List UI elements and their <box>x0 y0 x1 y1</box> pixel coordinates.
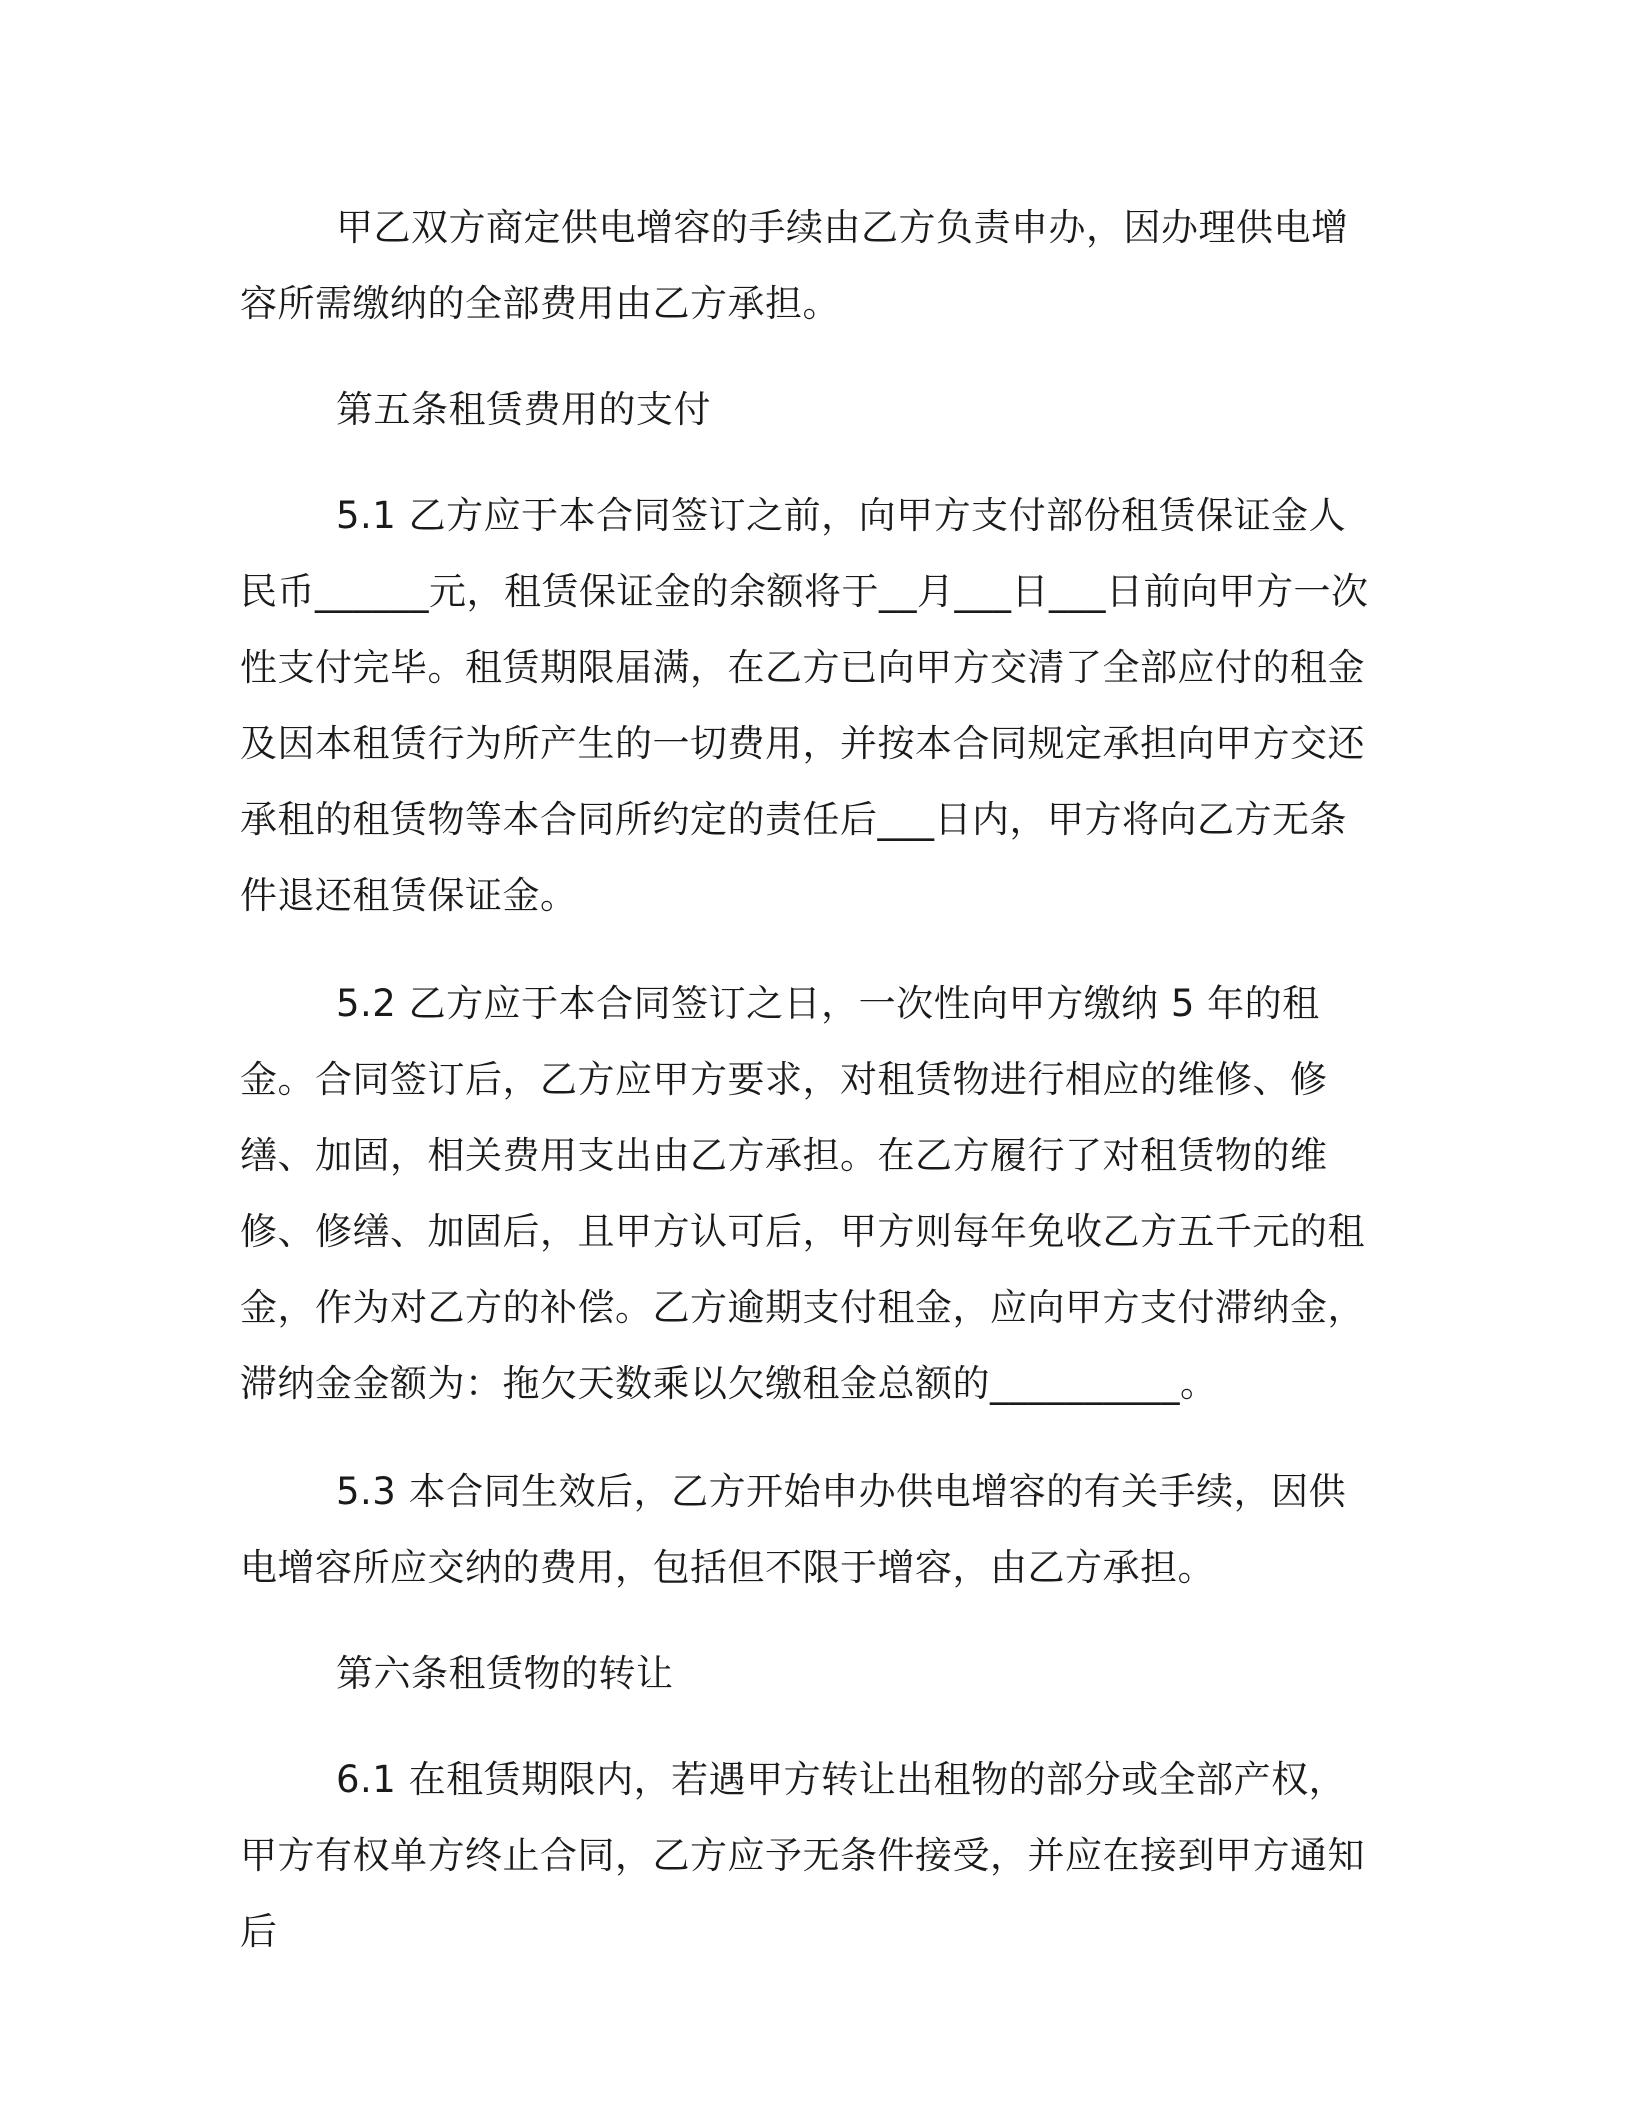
spacer <box>240 1606 1380 1636</box>
spacer <box>240 448 1380 478</box>
clause-5-3: 5.3 本合同生效后，乙方开始申办供电增容的有关手续，因供电增容所应交纳的费用，包括但不限于增容，由乙方承担。 <box>240 1470 1347 1589</box>
spacer <box>240 342 1380 372</box>
clause-6-1: 6.1 在租赁期限内，若遇甲方转让出租物的部分或全部产权，甲方有权单方终止合同，乙方应予无条件接受，并应在接到甲方通知后 <box>240 1758 1365 1953</box>
clause-5-2: 5.2 乙方应于本合同签订之日，一次性向甲方缴纳 5 年的租金。合同签订后，乙方应甲方要求，对租赁物进行相应的维修、修缮、加固，相关费用支出由乙方承担。在乙方履行了对租赁物的维修、修缮、加固后，且甲方认可后，甲方则每年免收乙方五千元的租金，作为对乙方的补偿。乙方逾期支付租金，应向甲方支付滞纳金，滞纳金金额为：拖欠天数乘以欠缴租金总额的__________。 <box>240 982 1365 1405</box>
paragraph-power-capacity: 甲乙双方商定供电增容的手续由乙方负责申办，因办理供电增容所需缴纳的全部费用由乙方承担。 <box>240 206 1349 325</box>
document-page <box>240 190 1380 1970</box>
spacer <box>240 934 1380 966</box>
article-5-heading: 第五条租赁费用的支付 <box>336 388 711 431</box>
spacer <box>240 1712 1380 1742</box>
article-6-heading: 第六条租赁物的转让 <box>336 1652 674 1695</box>
clause-5-1: 5.1 乙方应于本合同签订之前，向甲方支付部份租赁保证金人民币______元，租赁保证金的余额将于__月___日___日前向甲方一次性支付完毕。租赁期限届满，在乙方已向甲方交清了全部应付的租金及因本租赁行为所产生的一切费用，并按本合同规定承担向甲方交还承租的租赁物等本合同所约定的责任后___日内，甲方将向乙方无条件退还租赁保证金。 <box>240 494 1369 917</box>
spacer <box>240 1422 1380 1454</box>
